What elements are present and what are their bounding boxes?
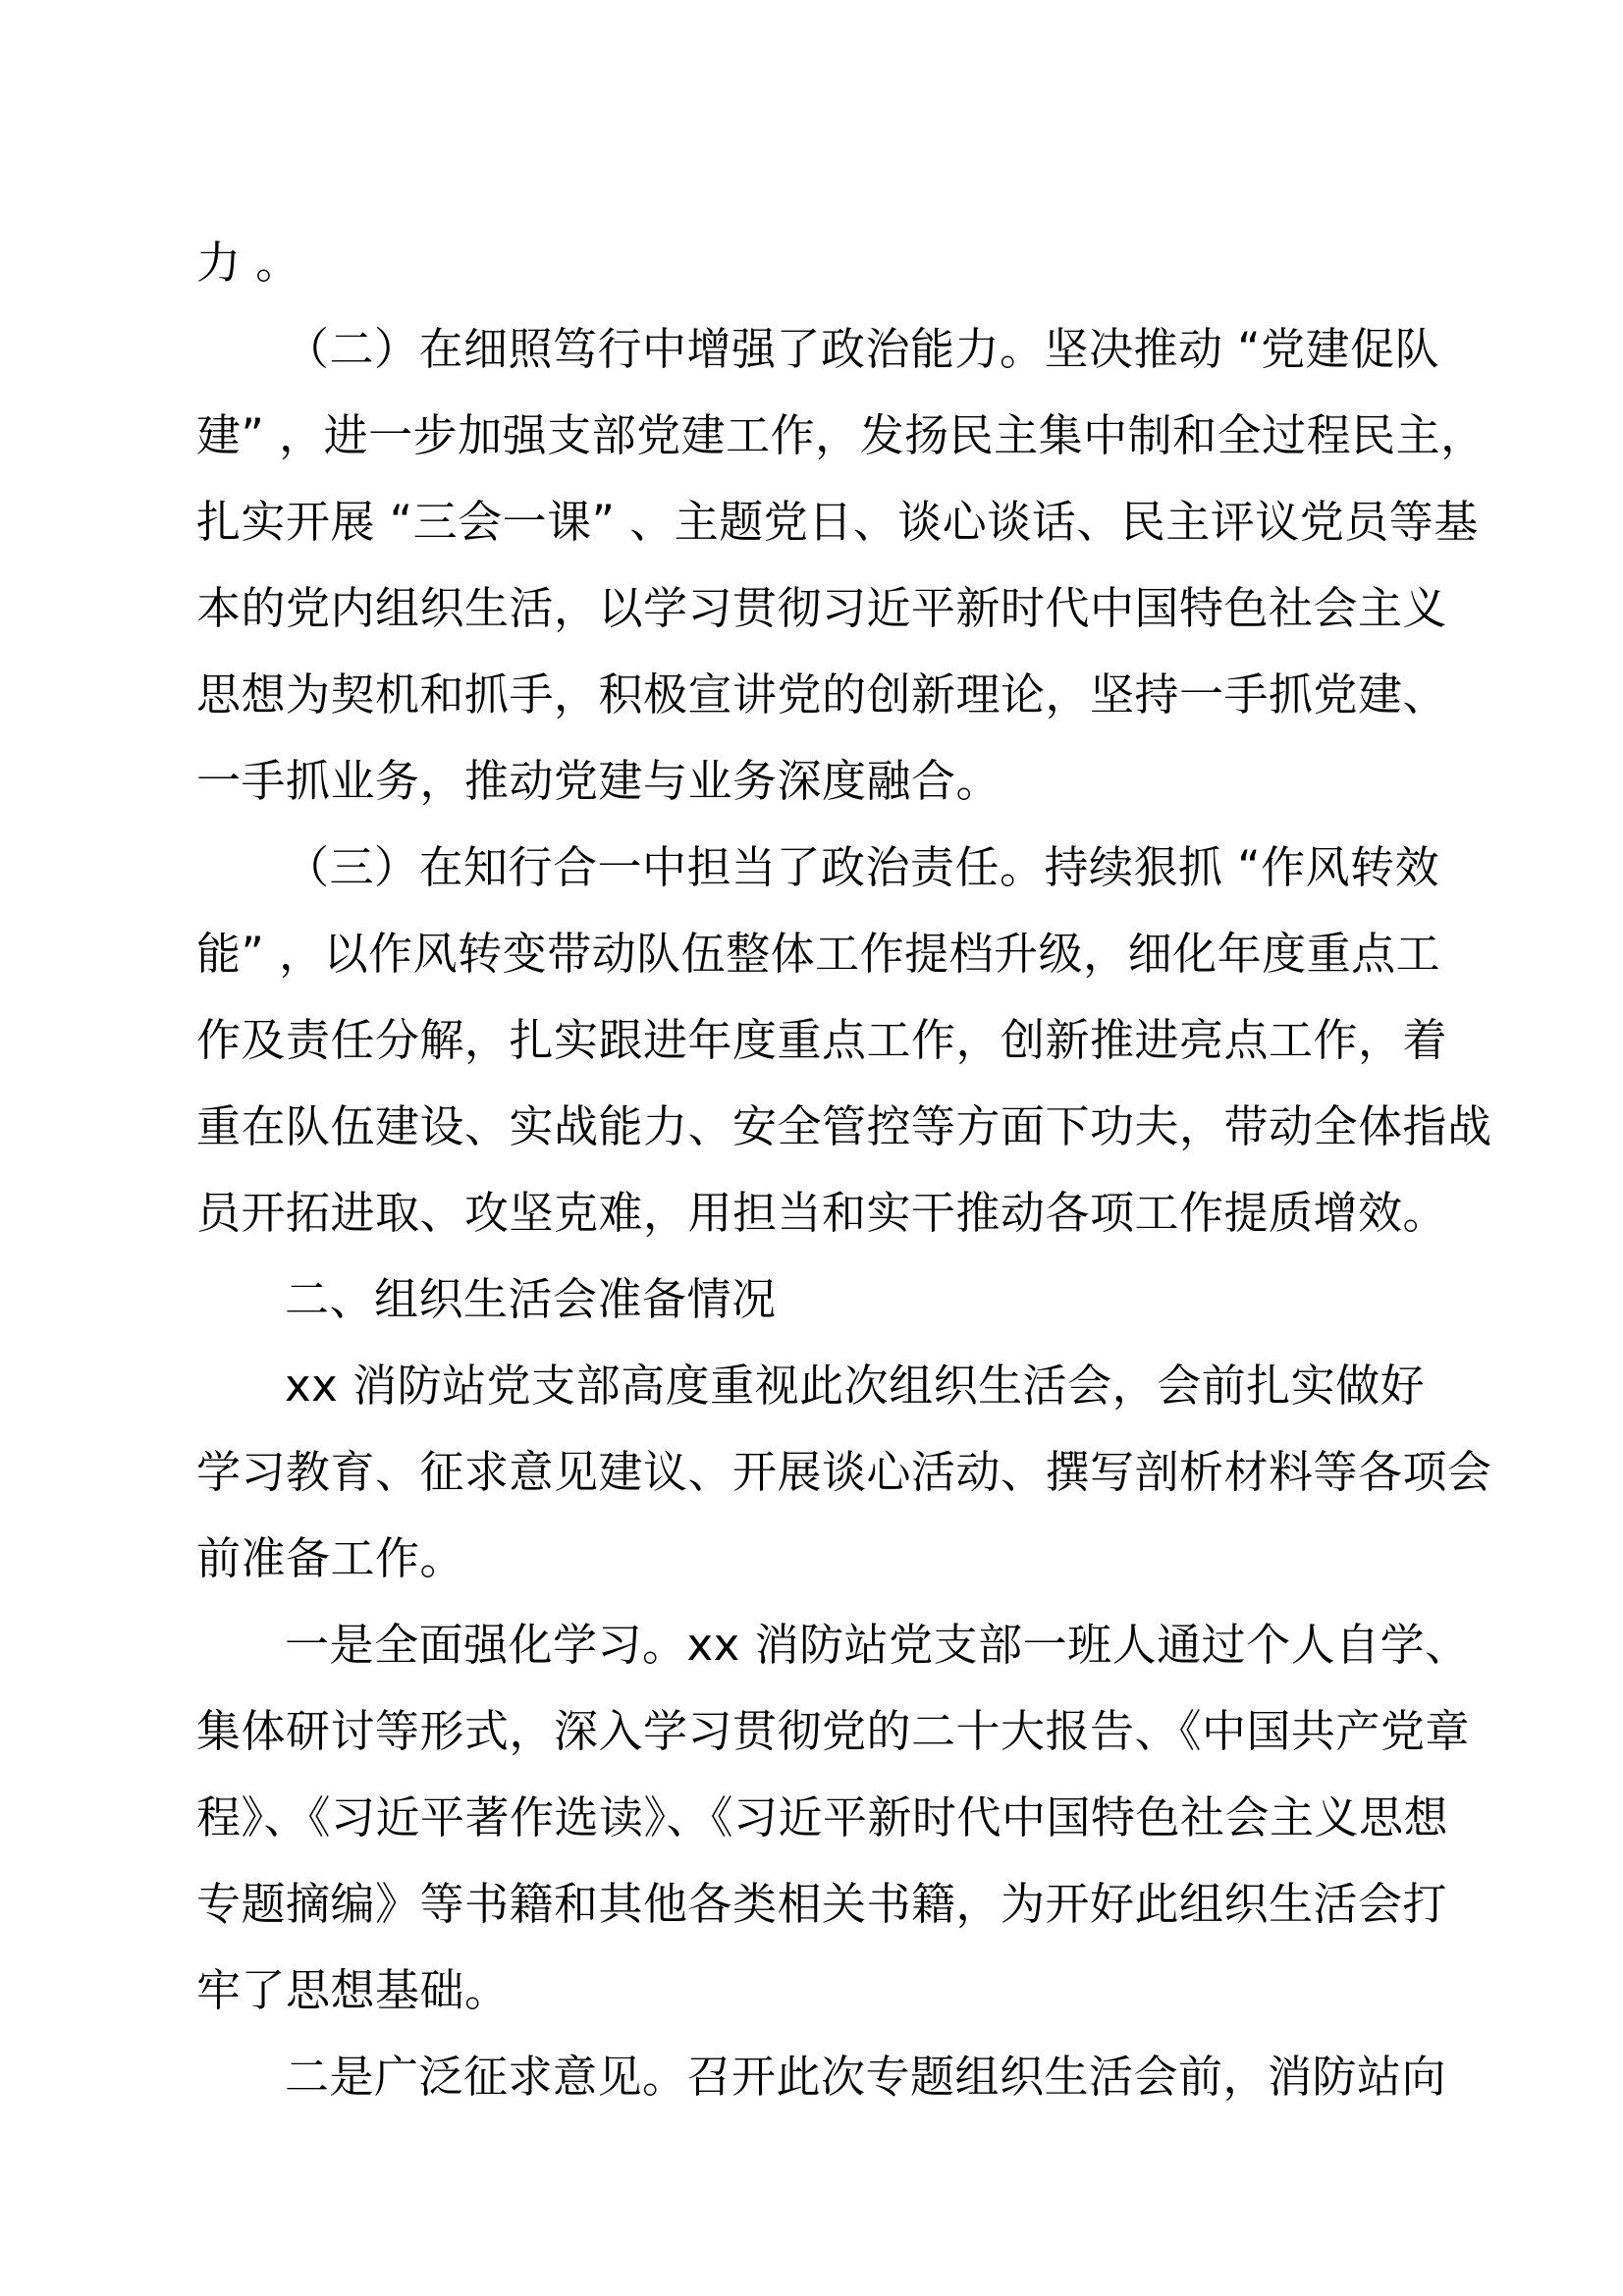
- text-line: 重在队伍建设、实战能力、安全管控等方面下功夫，带动全体指战: [196, 1100, 1492, 1152]
- text-line: 本的党内组织生活，以学习贯彻习近平新时代中国特色社会主义: [196, 582, 1448, 634]
- text-line: （二）在细照笃行中增强了政治能力。坚决推动 “党建促队: [285, 323, 1440, 375]
- text-line: 专题摘编》等书籍和其他各类相关书籍，为开好此组织生活会打: [196, 1878, 1448, 1930]
- text-line: xx 消防站党支部高度重视此次组织生活会，会前扎实做好: [285, 1360, 1426, 1412]
- text-line: 一手抓业务，推动党建与业务深度融合。: [196, 755, 1001, 807]
- text-line: 能” ，以作风转变带动队伍整体工作提档升级，细化年度重点工: [196, 928, 1441, 980]
- text-line: 扎实开展 “三会一课” 、主题党日、谈心谈话、民主评议党员等基: [196, 496, 1479, 548]
- text-line: 程》、《习近平著作选读》、《习近平新时代中国特色社会主义思想: [196, 1791, 1449, 1843]
- text-line: 二是广泛征求意见。召开此次专题组织生活会前，消防站向: [285, 2051, 1447, 2103]
- text-line: （三）在知行合一中担当了政治责任。持续狠抓 “作风转效: [285, 841, 1440, 893]
- text-line: 一是全面强化学习。xx 消防站党支部一班人通过个人自学、: [285, 1619, 1470, 1671]
- text-line: 牢了思想基础。: [196, 1964, 510, 2016]
- text-line: 前准备工作。: [196, 1532, 465, 1584]
- text-line: 员开拓进取、攻坚克难，用担当和实干推动各项工作提质增效。: [196, 1187, 1448, 1239]
- text-line: 力 。: [196, 237, 300, 289]
- text-line: 思想为契机和抓手，积极宣讲党的创新理论，坚持一手抓党建、: [196, 668, 1448, 721]
- text-line: 学习教育、征求意见建议、开展谈心活动、撰写剖析材料等各项会: [196, 1446, 1492, 1498]
- section-heading: 二、组织生活会准备情况: [285, 1273, 777, 1325]
- text-line: 集体研讨等形式，深入学习贯彻党的二十大报告、《中国共产党章: [196, 1705, 1471, 1757]
- text-line: 建” ，进一步加强支部党建工作，发扬民主集中制和全过程民主，: [196, 409, 1486, 461]
- text-line: 作及责任分解，扎实跟进年度重点工作，创新推进亮点工作，着: [196, 1014, 1448, 1066]
